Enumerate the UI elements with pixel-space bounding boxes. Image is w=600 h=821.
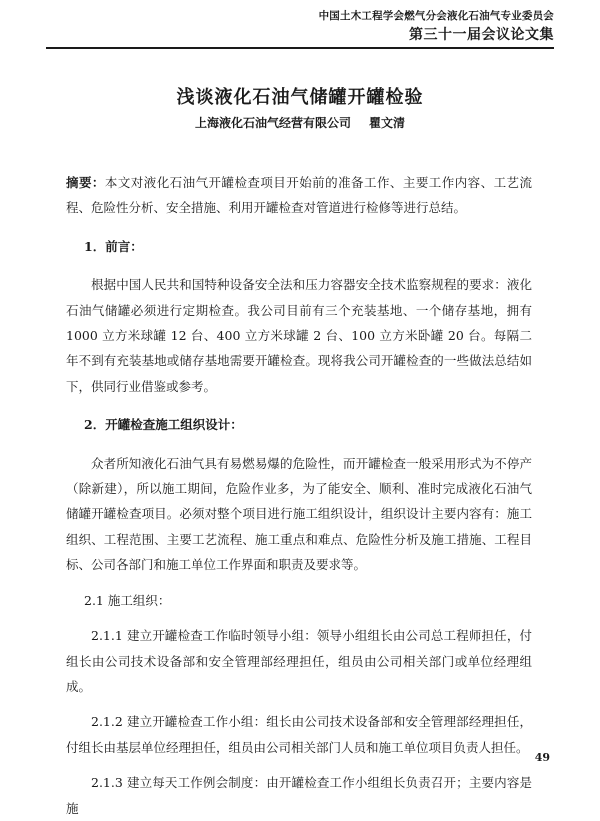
section-2-1-heading: 2.1 施工组织： [84, 592, 171, 608]
section-1-paragraph: 根据中国人民共和国特种设备安全法和压力容器安全技术监察规程的要求：液化石油气储罐必须进行定期检查。我公司目前有三个充装基地、一个储存基地，拥有 1000 立方米球罐 12 台、400 立方米球罐 2 台、100 立方米卧罐 20 台。每隔二年不到有充装基地或储存基地需要开罐检查。现将我公司开罐检查的一些做法总结如下，供同行业借鉴或参考。 [66, 277, 532, 394]
paper-body [66, 170, 532, 821]
byline [0, 114, 600, 131]
abstract-label: 摘要： [66, 175, 105, 190]
paper-title: 浅谈液化石油气储罐开罐检验 [176, 87, 424, 108]
header-organization: 中国土木工程学会燃气分会液化石油气专业委员会 [318, 10, 554, 22]
author-name: 瞿文清 [369, 116, 406, 130]
section-2-paragraph: 众者所知液化石油气具有易燃易爆的危险性，而开罐检查一般采用形式为不停产（除新建），所以施工期间，危险作业多，为了能安全、顺利、准时完成液化石油气储罐开罐检查项目。必须对整个项目进行施工组织设计，组织设计主要内容有：施工组织、工程范围、主要工艺流程、施工重点和难点、危险性分析及施工措施、工程目标、公司各部门和施工单位工作界面和职责及要求等。 [66, 455, 532, 573]
section-2-1-1-paragraph: 2.1.1 建立开罐检查工作临时领导小组：领导小组组长由公司总工程师担任，付组长由公司技术设备部和安全管理部经理担任，组员由公司相关部门或单位经理组成。 [66, 628, 532, 694]
section-1-heading: 1．前言： [84, 238, 143, 254]
section-2-1-3-paragraph: 2.1.3 建立每天工作例会制度：由开罐检查工作小组组长负责召开；主要内容是施 [66, 775, 532, 816]
header-divider [46, 47, 554, 49]
abstract-paragraph [66, 170, 532, 221]
header-conference-title: 第三十一届会议论文集 [409, 27, 554, 43]
section-2-1-2-paragraph: 2.1.2 建立开罐检查工作小组：组长由公司技术设备部和安全管理部经理担任，付组长由基层单位经理担任，组员由公司相关部门人员和施工单位项目负责人担任。 [66, 714, 532, 755]
affiliation: 上海液化石油气经营有限公司 [194, 116, 351, 130]
page-number: 49 [534, 751, 550, 764]
abstract-text: 本文对液化石油气开罐检查项目开始前的准备工作、主要工作内容、工艺流程、危险性分析、安全措施、利用开罐检查对管道进行检修等进行总结。 [66, 175, 532, 216]
section-2-heading: 2．开罐检查施工组织设计： [84, 417, 243, 433]
